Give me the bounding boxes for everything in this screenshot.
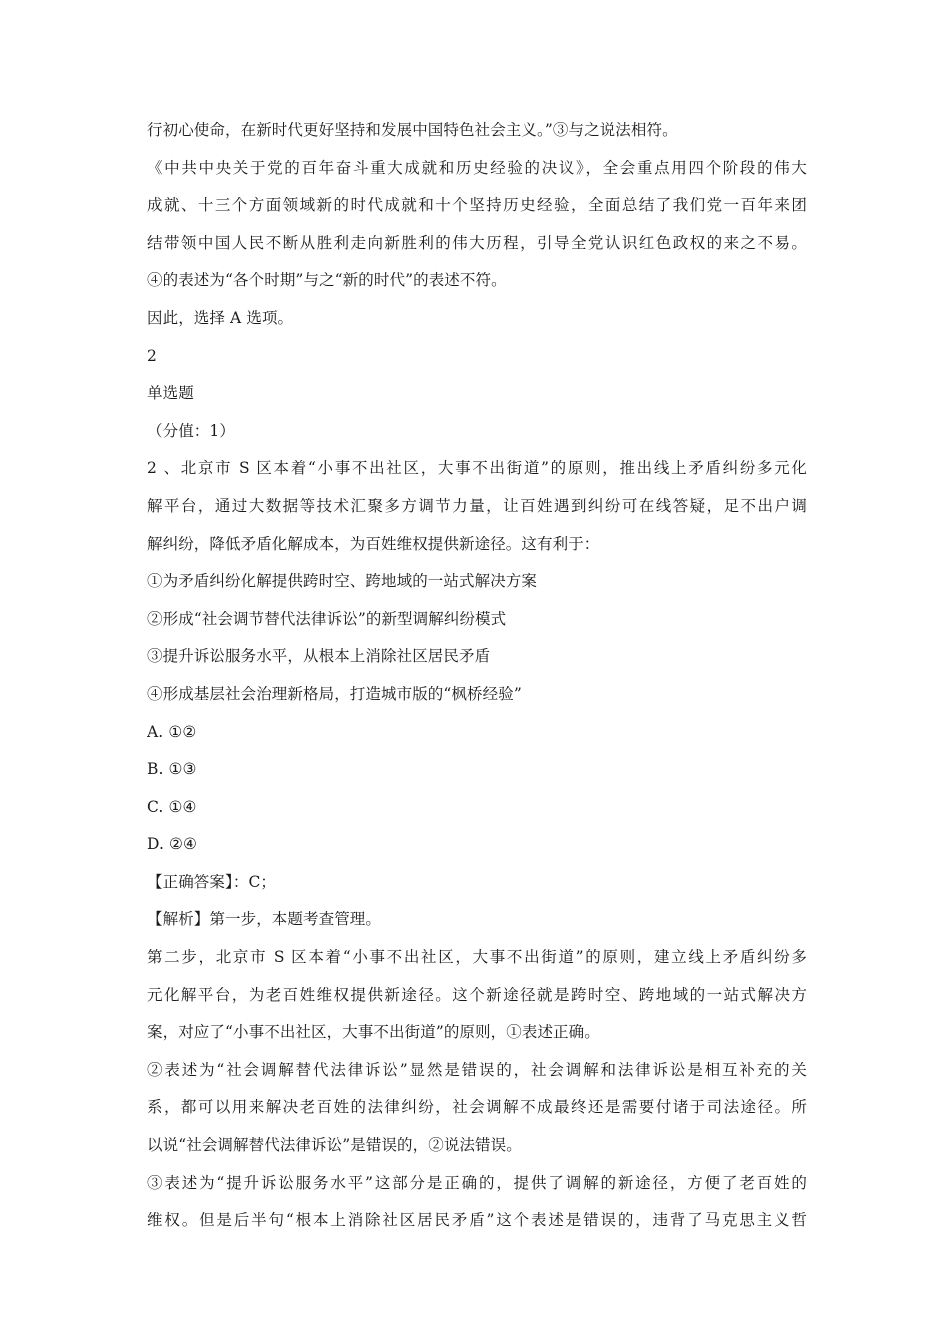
text-line: 成就、十三个方面领域新的时代成就和十个坚持历史经验，全面总结了我们党一百年来团 <box>147 196 807 215</box>
analysis-line: ③表述为“提升诉讼服务水平”这部分是正确的，提供了调解的新途径，方便了老百姓的 <box>147 1173 807 1192</box>
statement-item: ③提升诉讼服务水平，从根本上消除社区居民矛盾 <box>147 647 491 666</box>
statement-item: ②形成“社会调节替代法律诉讼”的新型调解纠纷模式 <box>147 609 507 628</box>
answer-option-b: B. ①③ <box>147 760 197 779</box>
question-stem-line: 解纠纷，降低矛盾化解成本，为百姓维权提供新途径。这有利于： <box>147 534 600 553</box>
analysis-heading: 【解析】第一步，本题考查管理。 <box>147 910 382 929</box>
analysis-line: 维权。但是后半句“根本上消除社区居民矛盾”这个表述是错误的，违背了马克思主义哲 <box>147 1211 807 1230</box>
question-stem-line: 解平台，通过大数据等技术汇聚多方调节力量，让百姓遇到纠纷可在线答疑，足不出户调 <box>147 496 807 515</box>
answer-option-a: A. ①② <box>147 722 197 741</box>
analysis-line: 案，对应了“小事不出社区，大事不出街道”的原则，①表述正确。 <box>147 1023 600 1042</box>
question-number: 2 <box>147 346 157 365</box>
analysis-line: 元化解平台，为老百姓维权提供新途径。这个新途径就是跨时空、跨地域的一站式解决方 <box>147 985 807 1004</box>
question-type: 单选题 <box>147 384 194 403</box>
text-line: 因此，选择 A 选项。 <box>147 308 294 327</box>
answer-option-d: D. ②④ <box>147 835 198 854</box>
question-score: （分值：1） <box>147 421 235 440</box>
text-line: 行初心使命，在新时代更好坚持和发展中国特色社会主义。”③与之说法相符。 <box>147 121 678 139</box>
statement-item: ①为矛盾纠纷化解提供跨时空、跨地域的一站式解决方案 <box>147 572 538 591</box>
analysis-line: 系，都可以用来解决老百姓的法律纠纷，社会调解不成最终还是需要付诸于司法途径。所 <box>147 1098 807 1117</box>
analysis-line: 以说“社会调解替代法律诉讼”是错误的，②说法错误。 <box>147 1136 522 1155</box>
analysis-line: ②表述为“社会调解替代法律诉讼”显然是错误的，社会调解和法律诉讼是相互补充的关 <box>147 1060 807 1079</box>
statement-item: ④形成基层社会治理新格局，打造城市版的“枫桥经验” <box>147 684 522 703</box>
answer-option-c: C. ①④ <box>147 797 197 816</box>
document-body <box>147 112 807 1240</box>
text-line: ④的表述为“各个时期”与之“新的时代”的表述不符。 <box>147 271 507 290</box>
text-line: 结带领中国人民不断从胜利走向新胜利的伟大历程，引导全党认识红色政权的来之不易。 <box>147 233 807 252</box>
analysis-line: 第二步，北京市 S 区本着“小事不出社区，大事不出街道”的原则，建立线上矛盾纠纷多 <box>147 948 807 967</box>
correct-answer: 【正确答案】：C； <box>147 872 277 891</box>
question-stem-line: 2 、北京市 S 区本着“小事不出社区，大事不出街道”的原则，推出线上矛盾纠纷多元化 <box>147 459 807 478</box>
text-line: 《中共中央关于党的百年奋斗重大成就和历史经验的决议》，全会重点用四个阶段的伟大 <box>147 158 807 177</box>
